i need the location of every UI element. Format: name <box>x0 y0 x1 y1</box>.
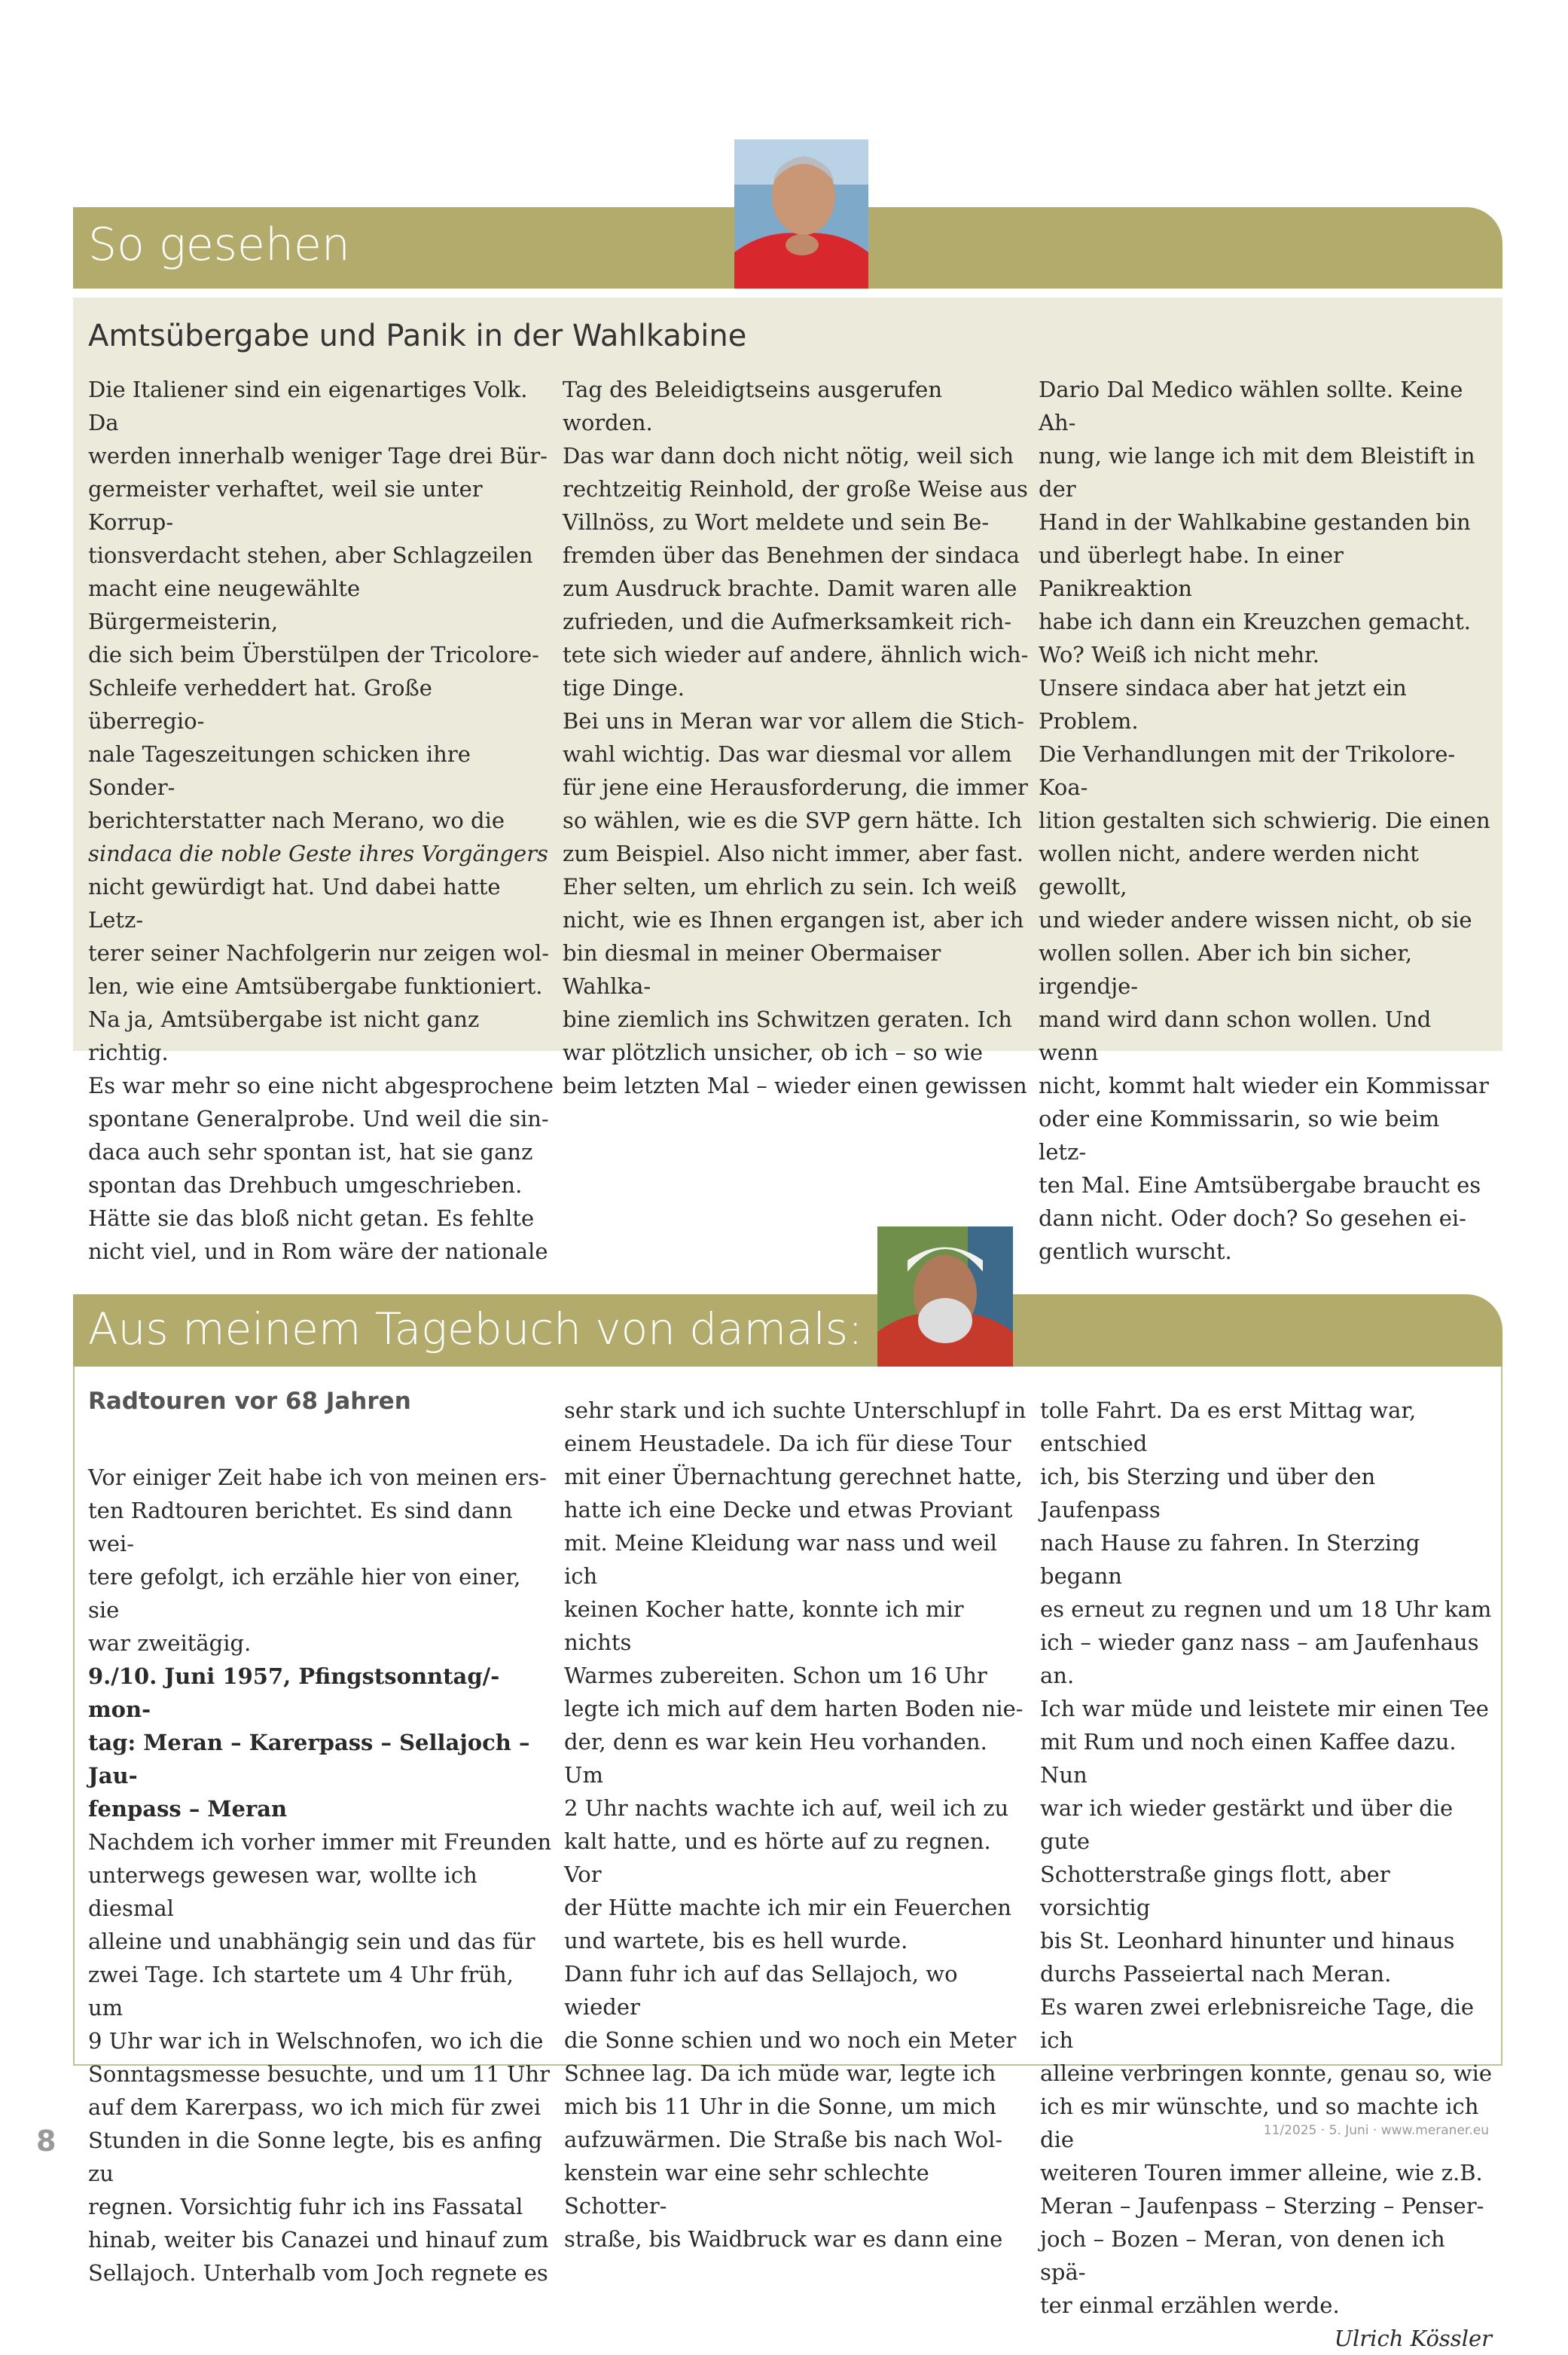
author-photo-ulrich-koessler <box>877 1226 1013 1367</box>
article-column-2: Tag des Beleidigtseins ausgerufen worden. Das war dann doch nicht nötig, weil sich rechtzeitig Reinhold, der große Weise aus Villnöss, zu Wort meldete und sein Be- fremden über das Benehmen der sindaca zum Ausdruck brachte. Damit waren alle zufrieden, und die Aufmerksamkeit rich- tete sich wieder auf andere, ähnlich wich- tige Dinge. Bei uns in Meran war vor allem die Stich- wahl wichtig. Das war diesmal vor allem für jene eine Herausforderung, die immer so wählen, wie es die SVP gern hätte. Ich zum Beispiel. Also nicht immer, aber fast. Eher selten, um ehrlich zu sein. Ich weiß nicht, wie es Ihnen ergangen ist, aber ich bin diesmal in meiner Obermaiser Wahlka- bine ziemlich ins Schwitzen geraten. Ich war plötzlich unsicher, ob ich – so wie beim letzten Mal – wieder einen gewissen <box>563 377 1029 1098</box>
column-box-so-gesehen <box>73 298 1502 1264</box>
article-column-1: Die Italiener sind ein eigenartiges Volk. Da werden innerhalb weniger Tage drei Bür- germeister verhaftet, weil sie unter Korrup- tionsverdacht stehen, aber Schlagzeilen macht eine neugewählte Bürgermeisterin, die sich beim Überstülpen der Tricolore- Schleife verheddert hat. Große überregio- nale Tageszeitungen schicken ihre Sonder- berichterstatter nach Merano, wo die sindaca die noble Geste ihres Vorgängers nicht gewürdigt hat. Und dabei hatte Letz- terer seiner Nachfolgerin nur zeigen wol- len, wie eine Amtsübergabe funktioniert. Na ja, Amtsübergabe ist nicht ganz richtig. Es war mehr so eine nicht abgesprochene spontane Generalprobe. Und weil die sin- daca auch sehr spontan ist, hat sie ganz spontan das Drehbuch umgeschrieben. Hätte sie das bloß nicht getan. Es fehlte nicht viel, und in Rom wäre der nationale <box>88 377 554 1264</box>
byline: Ulrich Kössler <box>1334 2326 1492 2351</box>
article-title: Radtouren vor 68 Jahren <box>88 1388 411 1415</box>
article-column-1: Vor einiger Zeit habe ich von meinen ers- ten Radtouren berichtet. Es sind dann wei- tere gefolgt, ich erzähle hier von einer, sie war zweitägig. 9./10. Juni 1957, Pfingstsonntag/-mon- tag: Meran – Karerpass – Sellajoch – Jau- fenpass – Meran Nachdem ich vorher immer mit Freunden unterwegs gewesen war, wollte ich diesmal alleine und unabhängig sein und das für zwei Tage. Ich startete um 4 Uhr früh, um 9 Uhr war ich in Welschnofen, wo ich die Sonntagsmesse besuchte, und um 11 Uhr auf dem Karerpass, wo ich mich für zwei Stunden in die Sonne legte, bis es anfing zu regnen. Vorsichtig fuhr ich ins Fassatal hinab, weiter bis Canazei und hinauf zum Sellajoch. Unterhalb vom Joch regnete es <box>88 1465 552 2286</box>
section-header-tagebuch <box>73 1294 1502 1367</box>
article-title: Amtsübergabe und Panik in der Wahlkabine <box>88 319 747 353</box>
section-title: So gesehen <box>88 218 350 271</box>
article-column-3: Dario Dal Medico wählen sollte. Keine Ah- nung, wie lange ich mit dem Bleistift in der Hand in der Wahlkabine gestanden bin und überlegt habe. In einer Panikreaktion habe ich dann ein Kreuzchen gemacht. Wo? Weiß ich nicht mehr. Unsere sindaca aber hat jetzt ein Problem. Die Verhandlungen mit der Trikolore-Koa- lition gestalten sich schwierig. Die einen wollen nicht, andere werden nicht gewollt, und wieder andere wissen nicht, ob sie wollen sollen. Aber ich bin sicher, irgendje- mand wird dann schon wollen. Und wenn nicht, kommt halt wieder ein Kommissar oder eine Kommissarin, so wie beim letz- ten Mal. Eine Amtsübergabe braucht es dann nicht. Oder doch? So gesehen ei- gentlich wurscht. <box>1039 373 1490 1334</box>
page-number: 8 <box>36 2124 56 2158</box>
article-column-2: sehr stark und ich suchte Unterschlupf in einem Heustadele. Da ich für diese Tour mit einer Übernachtung gerechnet hatte, hatte ich eine Decke und etwas Proviant mit. Meine Kleidung war nass und weil ich keinen Kocher hatte, konnte ich mir nichts Warmes zubereiten. Schon um 16 Uhr legte ich mich auf dem harten Boden nie- der, denn es war kein Heu vorhanden. Um 2 Uhr nachts wachte ich auf, weil ich zu kalt hatte, und es hörte auf zu regnen. Vor der Hütte machte ich mir ein Feuerchen und wartete, bis es hell wurde. Dann fuhr ich auf das Sellajoch, wo wieder die Sonne schien und wo noch ein Meter Schnee lag. Da ich müde war, legte ich mich bis 11 Uhr in die Sonne, um mich aufzuwärmen. Die Straße bis nach Wol- kenstein war eine sehr schlechte Schotter- straße, bis Waidbruck war es dann eine <box>564 1397 1027 2252</box>
issue-info: 11/2025 · 5. Juni · www.meraner.eu <box>1263 2123 1489 2138</box>
section-title: Aus meinem Tagebuch von damals: <box>88 1303 863 1355</box>
author-photo-robert-asam <box>734 139 868 289</box>
article-column-3: tolle Fahrt. Da es erst Mittag war, entschied ich, bis Sterzing und über den Jaufenpass nach Hause zu fahren. In Sterzing begann es erneut zu regnen und um 18 Uhr kam ich – wieder ganz nass – am Jaufenhaus an. Ich war müde und leistete mir einen Tee mit Rum und noch einen Kaffee dazu. Nun war ich wieder gestärkt und über die gute Schotterstraße gings flott, aber vorsichtig bis St. Leonhard hinunter und hinaus durchs Passeiertal nach Meran. Es waren zwei erlebnisreiche Tage, die ich alleine verbringen konnte, genau so, wie ich es mir wünschte, und so machte ich die weiteren Touren immer alleine, wie z.B. Meran – Jaufenpass – Sterzing – Penser- joch – Bozen – Meran, von denen ich spä- ter einmal erzählen werde. Ulrich Kössler <box>1040 1394 1492 2355</box>
